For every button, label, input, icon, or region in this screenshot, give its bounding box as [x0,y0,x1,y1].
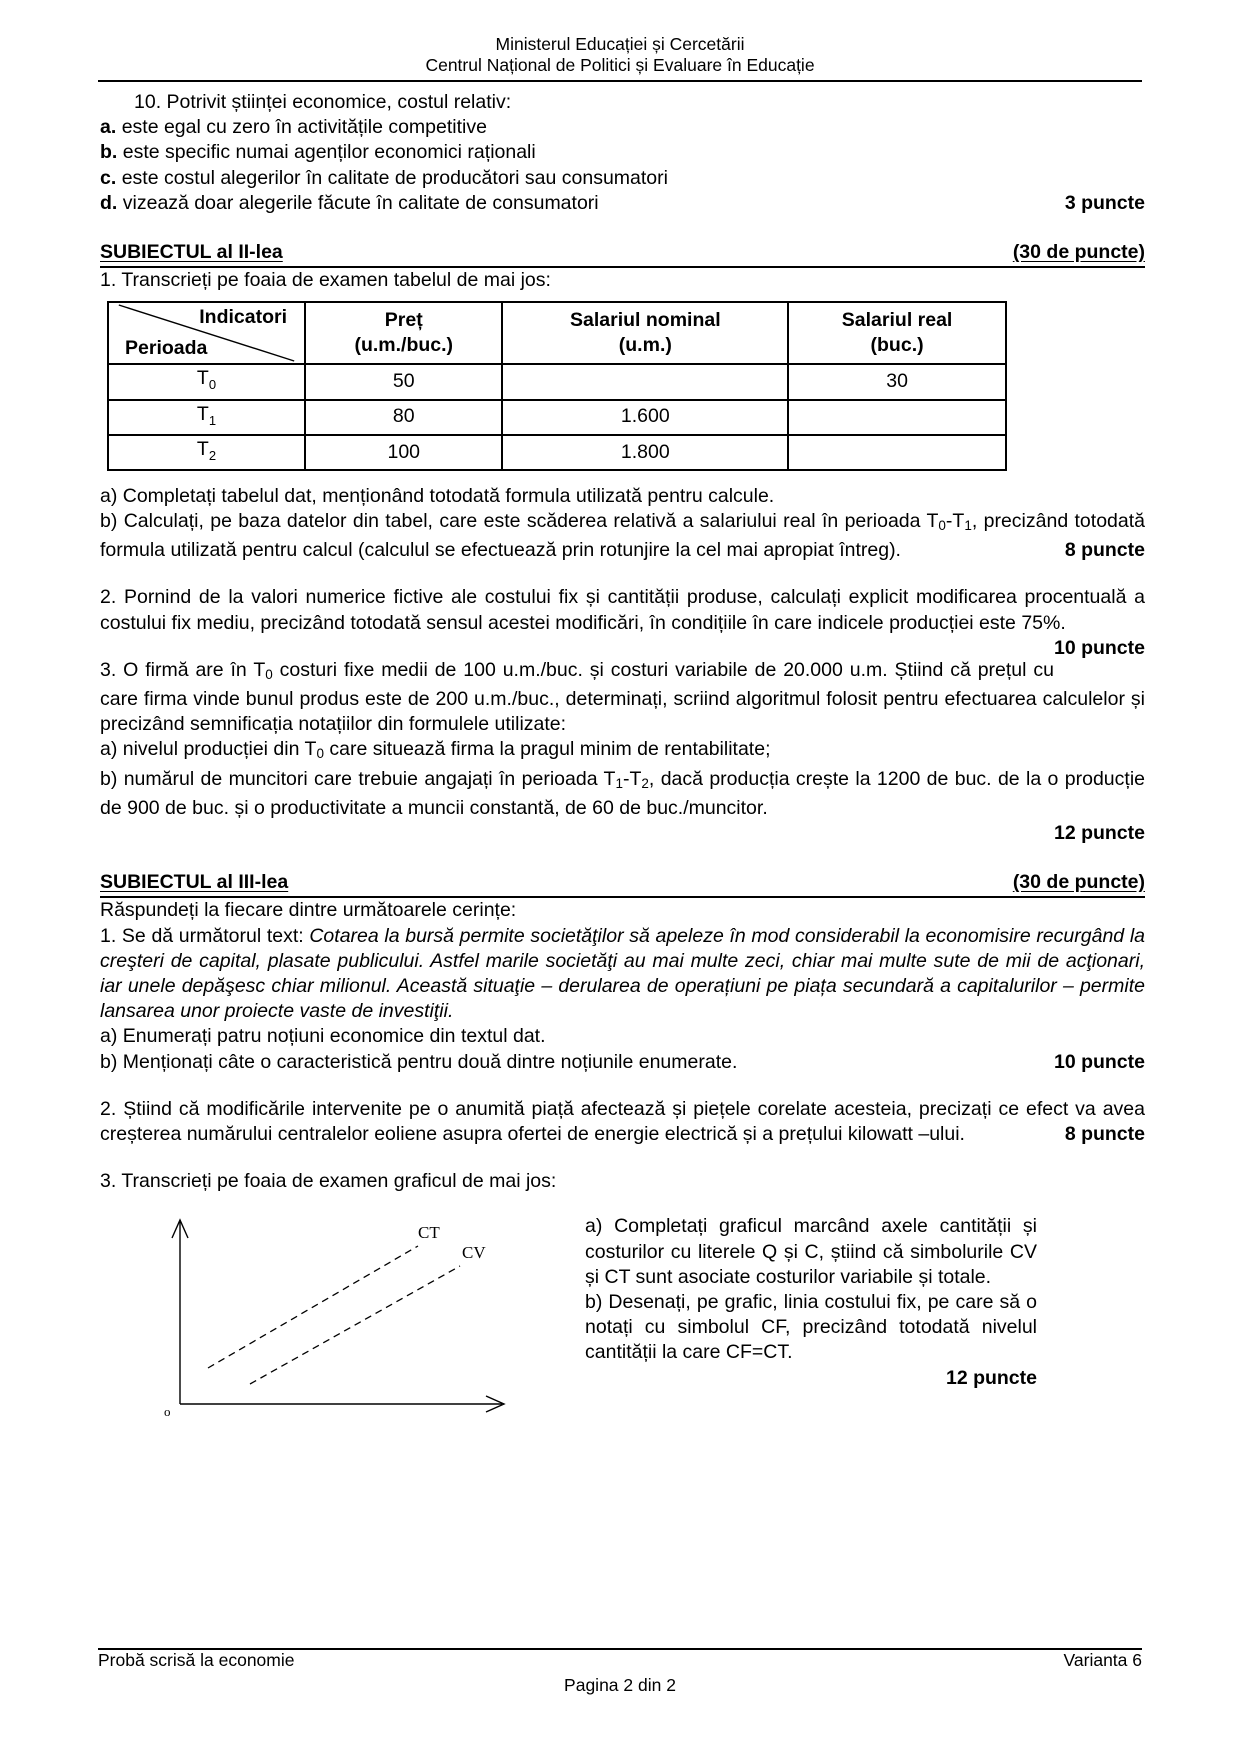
ct-label: CT [418,1223,440,1243]
table-cell-salariul-nominal-1: 1.600 [502,400,788,435]
subiect2-item2 [100,585,1145,659]
question-10-stem: 10. Potrivit științei economice, costul relativ: [134,91,512,113]
option-text-c: este costul alegerilor în calitate de producători sau consumatori [121,166,668,189]
item3-b-text2: , dacă producția crește la 1200 de buc. de la o producție de 900 de buc. și o productivitate a muncii constantă, de 60 de buc./muncitor. [100,767,1145,819]
subiect2-item1-points: 8 puncte [1064,539,1145,562]
subiect2-item3-lead [100,658,1145,738]
item3-a-text2: care situează firma la pragul minim de rentabilitate; [323,738,771,761]
table-col-salariul-nominal-line1: Salariul nominal [570,309,721,332]
subiect3-item1-b: b) Menționați câte o caracteristică pentru două dintre noțiunile enumerate. [100,1050,738,1073]
subiect3-item1-quote: Cotarea la bursă permite societăţilor să apeleze în mod considerabil la economisire recurgând la creşteri de capital, plasate publicului. Astfel marile societăţi au mai multe zeci, chiar mai multe sute de mii de acţionari, iar unele depăşesc chiar milionul. Această situaţie – derularea de operațiuni pe piața secundară a capitalurilor – permite lansarea unor proiecte vaste de investiţii. [100,924,1145,1023]
table-cell-pret-1: 80 [305,400,502,435]
item1-b-text1: b) Calculați, pe baza datelor din tabel, care este scăderea relativă a salariului real în perioada T [100,509,939,532]
subiect3-item1-points: 10 puncte [1053,1050,1145,1073]
center-line: Centrul Național de Politici și Evaluare în Educație [425,55,815,75]
subiect3-item3-b: b) Desenați, pe grafic, linia costului fix, pe care să o notați cu simbolul CF, precizând totodată nivelul cantității la care CF=CT. [585,1290,1037,1364]
ministry-line: Ministerul Educației și Cercetării [495,34,745,54]
item3-b-mid: -T [622,767,642,790]
table-col-salariul-real [788,302,1006,364]
question-10 [100,90,1145,216]
section-2-title: SUBIECTUL al II-lea [100,241,283,264]
option-text-b: este specific numai agenților economici raționali [122,141,536,164]
footer-left: Probă scrisă la economie [98,1650,295,1670]
subiect2-item3-b [100,767,1145,821]
period-letter: T [196,367,209,390]
table-col-salariul-nominal-line2: (u.m.) [618,334,672,357]
origin-label: o [164,1404,171,1420]
option-letter-c: c. [100,166,117,189]
period-letter: T [196,437,209,460]
document-footer [98,1650,1142,1696]
subiect3-item3-points: 12 puncte [945,1366,1037,1389]
subiect3-item1-b-row [100,1050,1145,1075]
item1-b-text2: , precizând totodată formula utilizată pentru calcul (calculul se efectuează prin rotunjire la cel mai apropiat întreg). [100,509,1145,562]
question-10-option-b [100,140,1145,165]
option-letter-d: d. [100,191,118,214]
table-corner-cell [108,302,305,364]
table-col-pret [305,302,502,364]
section-3-points: (30 de puncte) [1012,871,1145,894]
section-2-points: (30 de puncte) [1012,241,1145,264]
subiect3-item1-a: a) Enumerați patru noțiuni economice din textul dat. [100,1025,546,1048]
subiect2-item2-text: 2. Pornind de la valori numerice fictive ale costului fix și cantității produse, calculați explicit modificarea procentuală a costului fix mediu, precizând totodată sensul acestei modificări, în condițiile în care indicele producției este 75%. [100,586,1145,634]
question-10-option-a [100,115,1145,140]
item1-b-sub2: 1 [964,517,972,533]
subiect2-item3-points-row [100,821,1145,846]
period-subscript: 0 [208,377,217,393]
page-content [100,90,1145,1423]
document-header [0,34,1240,76]
subiect2-item1-b [100,509,1145,563]
table-col-pret-line2: (u.m./buc.) [354,334,454,357]
question-10-option-c [100,166,1145,191]
cost-curves-graph [150,1208,570,1420]
section-header-subiect-3 [100,870,1145,898]
table-row [108,400,1006,435]
subiect2-item1-intro: 1. Transcrieți pe foaia de examen tabelul de mai jos: [100,269,551,292]
subiect3-item3-a: a) Completați graficul marcând axele cantității și costurilor cu literele Q și C, știind că simbolurile CV și CT sunt asociate costurilor variabile și totale. [585,1215,1037,1288]
footer-page-number: Pagina 2 din 2 [564,1675,676,1695]
period-letter: T [196,402,209,425]
item3-b-text1: b) numărul de muncitori care trebuie angajați în perioada T [100,767,616,790]
table-col-salariul-real-line1: Salariul real [841,309,953,332]
subiect2-item1-a: a) Completați tabelul dat, menționând totodată formula utilizată pentru calcule. [100,484,775,507]
table-col-salariul-nominal [502,302,788,364]
table-cell-period-1 [108,400,305,435]
footer-right: Varianta 6 [1063,1650,1142,1670]
cv-label: CV [462,1243,486,1263]
section-3-title: SUBIECTUL al III-lea [100,871,289,894]
cost-graph-block [100,1208,1145,1423]
period-subscript: 2 [208,447,217,463]
item3-lead-text2: costuri fixe medii de 100 u.m./buc. și costuri variabile de 20.000 u.m. Știind că prețul cu care firma vinde bunul produs este de 200 u.m./buc., determinați, scriind algoritmul folosit pentru efectuarea calculelor și precizând semnificația notațiilor din formulele utilizate: [100,658,1145,736]
item1-b-mid: -T [945,509,965,532]
item3-lead-text1: 3. O firmă are în T [100,658,266,681]
subiect2-item3-a [100,737,1145,766]
subiect3-item2 [100,1097,1145,1147]
subiect3-item2-text: 2. Știind că modificările intervenite pe o anumită piață afectează și piețele corelate acesteia, precizați ce efect va avea creșterea numărului centralelor eoliene asupra ofertei de energie electrică și a prețului kilowatt –ului. [100,1097,1145,1145]
table-corner-col-label: Indicatori [199,306,287,329]
item3-b-sub2: 2 [641,775,649,791]
header-divider [98,80,1142,82]
item3-a-sub: 0 [316,746,324,762]
table-cell-pret-2: 100 [305,435,502,470]
question-10-points: 3 puncte [1064,191,1145,214]
option-text-d: vizează doar alegerile făcute în calitate de consumatori [122,191,599,214]
subiect3-item3-intro: 3. Transcrieți pe foaia de examen graficul de mai jos: [100,1170,557,1193]
table-cell-period-0 [108,364,305,399]
table-header-row [108,302,1006,364]
item3-b-sub1: 1 [615,775,623,791]
table-cell-salariul-real-0: 30 [788,364,1006,399]
subiect3-item1-text [100,924,1145,1025]
table-col-pret-line1: Preț [384,309,423,332]
question-10-option-d [100,191,1145,216]
section-header-subiect-2 [100,240,1145,268]
table-cell-salariul-nominal-0 [502,364,788,399]
table-row [108,364,1006,399]
subiect3-item2-points: 8 puncte [1064,1122,1145,1145]
table-cell-salariul-real-2 [788,435,1006,470]
item1-b-sub1: 0 [938,517,946,533]
option-letter-b: b. [100,141,118,164]
subiect2-item3-points: 12 puncte [1053,821,1145,844]
indicators-table [107,301,1007,470]
item3-lead-sub: 0 [265,666,273,682]
table-col-salariul-real-line2: (buc.) [870,334,924,357]
graph-questions [585,1214,1037,1390]
table-cell-salariul-nominal-2: 1.800 [502,435,788,470]
table-cell-salariul-real-1 [788,400,1006,435]
table-cell-period-2 [108,435,305,470]
option-text-a: este egal cu zero în activitățile competitive [121,116,487,139]
subiect3-intro: Răspundeți la fiecare dintre următoarele cerințe: [100,899,517,922]
table-corner-row-label: Perioada [125,337,208,360]
period-subscript: 1 [208,412,217,428]
table-row [108,435,1006,470]
item3-a-text1: a) nivelul producției din T [100,738,317,761]
option-letter-a: a. [100,116,117,139]
subiect2-item2-points: 10 puncte [1053,636,1145,659]
subiect3-item1-lead: 1. Se dă următorul text: [100,924,310,947]
table-cell-pret-0: 50 [305,364,502,399]
